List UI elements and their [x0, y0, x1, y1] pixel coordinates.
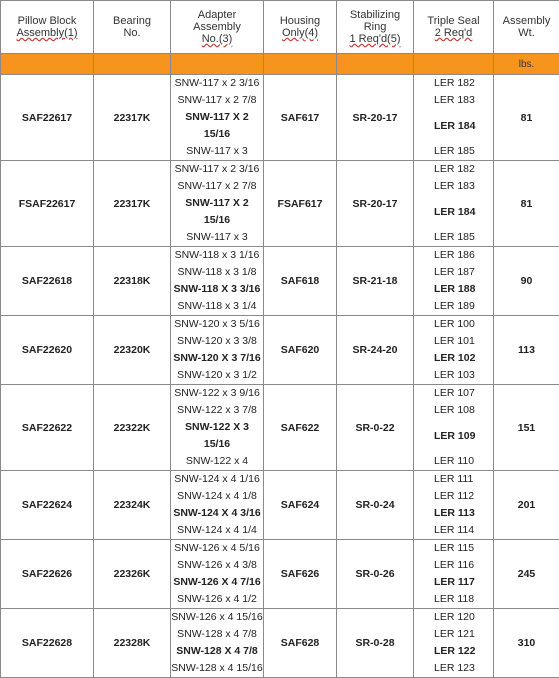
seal-cell: LER 110	[414, 453, 494, 471]
stabilizing-ring-cell: SR-0-26	[337, 540, 414, 609]
adapter-cell: SNW-120 x 3 5/16	[171, 316, 264, 334]
adapter-cell: SNW-118 x 3 1/16	[171, 247, 264, 265]
adapter-cell: SNW-124 x 4 1/8	[171, 488, 264, 505]
seal-cell: LER 111	[414, 471, 494, 489]
seal-cell: LER 121	[414, 626, 494, 643]
adapter-cell: SNW-126 x 4 1/2	[171, 591, 264, 609]
pillow-block-cell: SAF22626	[1, 540, 94, 609]
stabilizing-ring-cell: SR-20-17	[337, 161, 414, 247]
housing-cell: SAF628	[264, 609, 337, 678]
bearing-cell: 22320K	[94, 316, 171, 385]
header-adapter: Adapter Assembly No.(3)	[171, 1, 264, 54]
pillow-block-cell: SAF22620	[1, 316, 94, 385]
adapter-cell: SNW-120 X 3 7/16	[171, 350, 264, 367]
adapter-cell: SNW-117 x 2 3/16	[171, 75, 264, 93]
adapter-cell: SNW-117 x 3	[171, 229, 264, 247]
housing-cell: SAF622	[264, 385, 337, 471]
seal-cell: LER 184	[414, 195, 494, 229]
adapter-cell: SNW-128 x 4 7/8	[171, 626, 264, 643]
bearing-cell: 22318K	[94, 247, 171, 316]
seal-cell: LER 107	[414, 385, 494, 403]
table-row	[1, 161, 559, 179]
adapter-cell: SNW-122 x 3 9/16	[171, 385, 264, 403]
assembly-weight-cell: 90	[494, 247, 559, 316]
adapter-cell: SNW-120 x 3 1/2	[171, 367, 264, 385]
bearing-cell: 22324K	[94, 471, 171, 540]
table-row	[1, 609, 559, 627]
header-stabilizing-ring: Stabilizing Ring 1 Req'd(5)	[337, 1, 414, 54]
adapter-cell: SNW-118 x 3 1/4	[171, 298, 264, 316]
assembly-weight-cell: 113	[494, 316, 559, 385]
pillow-block-cell: SAF22622	[1, 385, 94, 471]
seal-cell: LER 188	[414, 281, 494, 298]
header-housing: Housing Only(4)	[264, 1, 337, 54]
seal-cell: LER 184	[414, 109, 494, 143]
adapter-cell: SNW-117 x 2 7/8	[171, 178, 264, 195]
bearing-cell: 22328K	[94, 609, 171, 678]
housing-cell: SAF620	[264, 316, 337, 385]
pillow-block-cell: FSAF22617	[1, 161, 94, 247]
seal-cell: LER 183	[414, 92, 494, 109]
assembly-weight-cell: 201	[494, 471, 559, 540]
adapter-cell: SNW-122 X 3 15/16	[171, 419, 264, 453]
housing-cell: SAF626	[264, 540, 337, 609]
seal-cell: LER 108	[414, 402, 494, 419]
assembly-weight-cell: 81	[494, 75, 559, 161]
assembly-weight-cell: 245	[494, 540, 559, 609]
seal-cell: LER 187	[414, 264, 494, 281]
adapter-cell: SNW-120 x 3 3/8	[171, 333, 264, 350]
seal-cell: LER 113	[414, 505, 494, 522]
seal-cell: LER 118	[414, 591, 494, 609]
seal-cell: LER 112	[414, 488, 494, 505]
adapter-cell: SNW-124 X 4 3/16	[171, 505, 264, 522]
table-body	[1, 75, 559, 678]
adapter-cell: SNW-122 x 3 7/8	[171, 402, 264, 419]
header-assembly-weight: Assembly Wt.	[494, 1, 559, 54]
adapter-cell: SNW-117 X 2 15/16	[171, 109, 264, 143]
adapter-cell: SNW-117 X 2 15/16	[171, 195, 264, 229]
seal-cell: LER 116	[414, 557, 494, 574]
seal-cell: LER 183	[414, 178, 494, 195]
adapter-cell: SNW-126 x 4 15/16	[171, 609, 264, 627]
adapter-cell: SNW-118 X 3 3/16	[171, 281, 264, 298]
adapter-cell: SNW-117 x 2 3/16	[171, 161, 264, 179]
header-pillow-block: Pillow Block Assembly(1)	[1, 1, 94, 54]
seal-cell: LER 186	[414, 247, 494, 265]
table-row	[1, 316, 559, 334]
seal-cell: LER 103	[414, 367, 494, 385]
seal-cell: LER 117	[414, 574, 494, 591]
seal-cell: LER 109	[414, 419, 494, 453]
assembly-weight-cell: 310	[494, 609, 559, 678]
stabilizing-ring-cell: SR-20-17	[337, 75, 414, 161]
table-row	[1, 471, 559, 489]
header-triple-seal: Triple Seal 2 Req'd	[414, 1, 494, 54]
bearing-cell: 22322K	[94, 385, 171, 471]
adapter-cell: SNW-126 X 4 7/16	[171, 574, 264, 591]
seal-cell: LER 122	[414, 643, 494, 660]
bearing-cell: 22326K	[94, 540, 171, 609]
stabilizing-ring-cell: SR-0-24	[337, 471, 414, 540]
stabilizing-ring-cell: SR-0-22	[337, 385, 414, 471]
pillow-block-cell: SAF22618	[1, 247, 94, 316]
adapter-cell: SNW-117 x 3	[171, 143, 264, 161]
seal-cell: LER 115	[414, 540, 494, 558]
seal-cell: LER 189	[414, 298, 494, 316]
header-bearing: Bearing No.	[94, 1, 171, 54]
adapter-cell: SNW-124 x 4 1/4	[171, 522, 264, 540]
table-row	[1, 540, 559, 558]
adapter-cell: SNW-128 X 4 7/8	[171, 643, 264, 660]
pillow-block-cell: SAF22617	[1, 75, 94, 161]
assembly-weight-cell: 81	[494, 161, 559, 247]
assembly-weight-cell: 151	[494, 385, 559, 471]
adapter-cell: SNW-117 x 2 7/8	[171, 92, 264, 109]
adapter-cell: SNW-118 x 3 1/8	[171, 264, 264, 281]
seal-cell: LER 101	[414, 333, 494, 350]
bearing-cell: 22317K	[94, 161, 171, 247]
housing-cell: FSAF617	[264, 161, 337, 247]
seal-cell: LER 182	[414, 75, 494, 93]
pillow-block-cell: SAF22628	[1, 609, 94, 678]
adapter-cell: SNW-122 x 4	[171, 453, 264, 471]
stabilizing-ring-cell: SR-21-18	[337, 247, 414, 316]
bearing-cell: 22317K	[94, 75, 171, 161]
housing-cell: SAF618	[264, 247, 337, 316]
seal-cell: LER 185	[414, 229, 494, 247]
adapter-cell: SNW-124 x 4 1/16	[171, 471, 264, 489]
adapter-cell: SNW-126 x 4 5/16	[171, 540, 264, 558]
seal-cell: LER 123	[414, 660, 494, 678]
seal-cell: LER 114	[414, 522, 494, 540]
seal-cell: LER 120	[414, 609, 494, 627]
pillow-block-cell: SAF22624	[1, 471, 94, 540]
adapter-cell: SNW-128 x 4 15/16	[171, 660, 264, 678]
units-row	[1, 54, 559, 75]
header-row	[1, 1, 559, 54]
housing-cell: SAF617	[264, 75, 337, 161]
table-row	[1, 385, 559, 403]
weight-unit: lbs.	[494, 54, 559, 75]
table-row	[1, 247, 559, 265]
seal-cell: LER 100	[414, 316, 494, 334]
seal-cell: LER 102	[414, 350, 494, 367]
housing-cell: SAF624	[264, 471, 337, 540]
stabilizing-ring-cell: SR-0-28	[337, 609, 414, 678]
seal-cell: LER 182	[414, 161, 494, 179]
seal-cell: LER 185	[414, 143, 494, 161]
adapter-cell: SNW-126 x 4 3/8	[171, 557, 264, 574]
table-row	[1, 75, 559, 93]
stabilizing-ring-cell: SR-24-20	[337, 316, 414, 385]
